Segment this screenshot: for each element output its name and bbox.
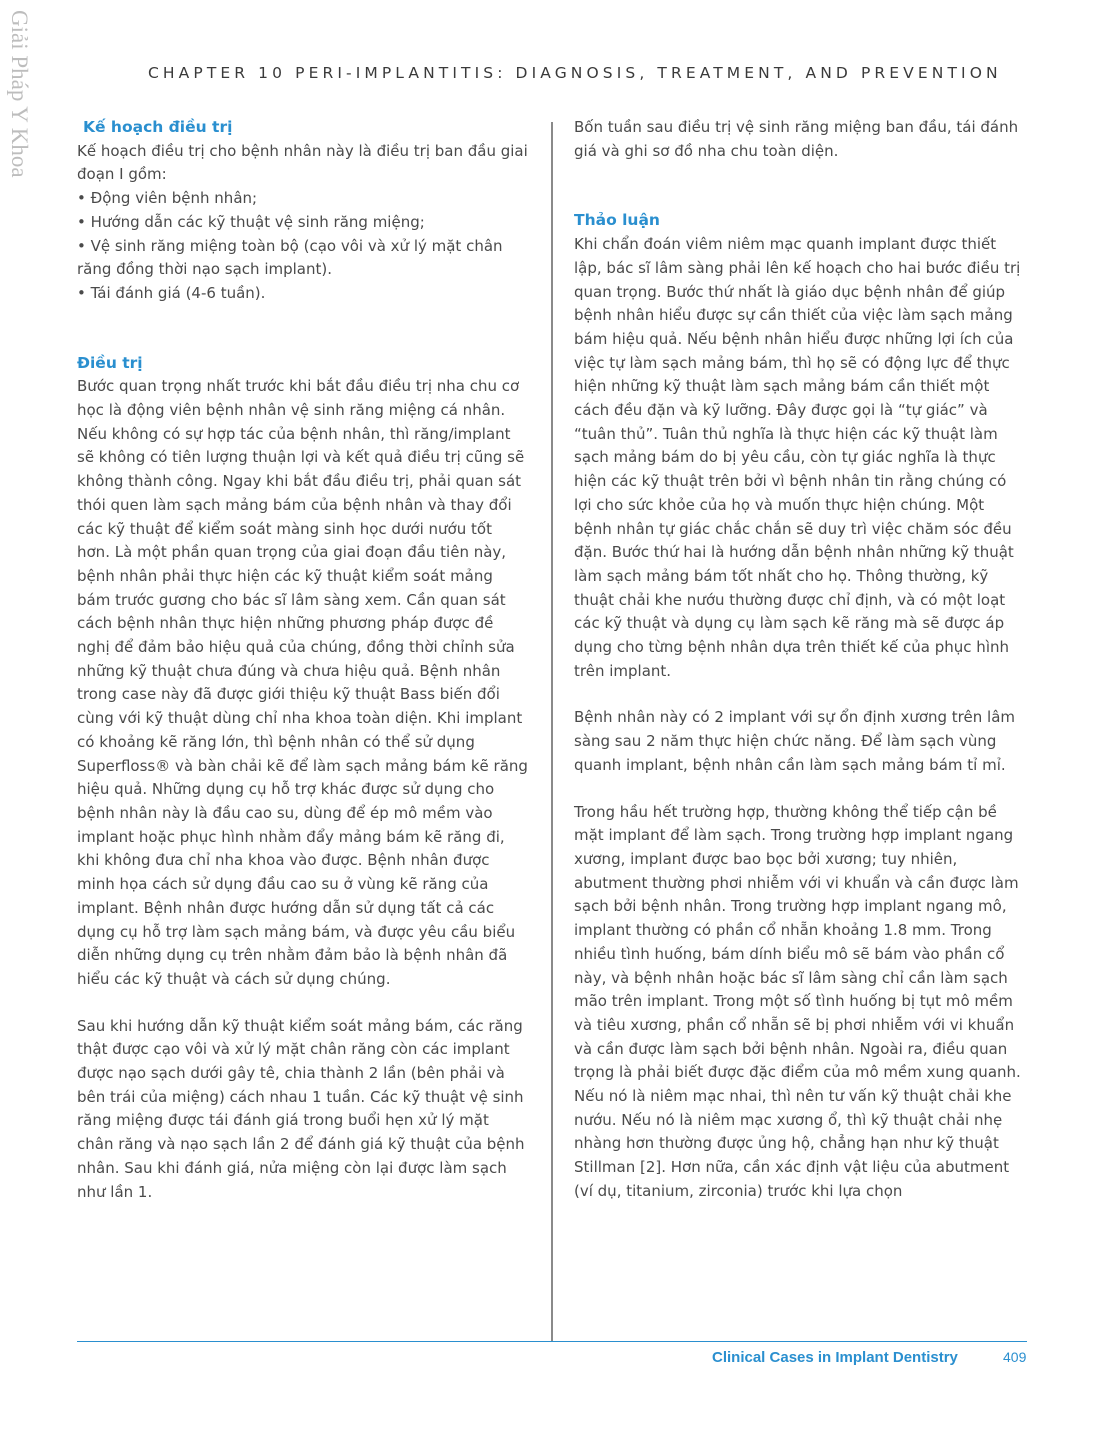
running-header: CHAPTER 10 PERI-IMPLANTITIS: DIAGNOSIS, TREATMENT, AND PREVENTION [148,64,1002,82]
list-item: • Động viên bệnh nhân; [77,187,529,211]
list-item: • Tái đánh giá (4-6 tuần). [77,282,529,306]
treatment-paragraph-1: Bước quan trọng nhất trước khi bắt đầu điều trị nha chu cơ học là động viên bệnh nhân vệ sinh răng miệng cá nhân. Nếu không có sự hợp tác của bệnh nhân, thì răng/implant sẽ không có tiên lượng thuận lợi và kết quả điều trị cũng sẽ không thành công. Ngay khi bắt đầu điều trị, phải quan sát thói quen làm sạch mảng bám của bệnh nhân và thay đổi các kỹ thuật để kiểm soát màng sinh học dưới nướu tốt hơn. Là một phần quan trọng của giai đoạn đầu tiên này, bệnh nhân phải thực hiện các kỹ thuật kiểm soát mảng bám trước gương cho bác sĩ lâm sàng xem. Cần quan sát cách bệnh nhân thực hiện những phương pháp được đề nghị để đảm bảo hiệu quả của chúng, đồng thời chỉnh sửa những kỹ thuật chưa đúng và chưa hiệu quả. Bệnh nhân trong case này đã được giới thiệu kỹ thuật Bass biến đổi cùng với kỹ thuật dùng chỉ nha khoa toàn diện. Khi implant có khoảng kẽ răng lớn, thì bệnh nhân có thể sử dụng Superfloss® và bàn chải kẽ để làm sạch mảng bám kẽ răng hiệu quả. Những dụng cụ hỗ trợ khác được sử dụng cho bệnh nhân này là đầu cao su, dùng để ép mô mềm vào implant hoặc phục hình nhằm đẩy mảng bám kẽ răng đi, khi không đưa chỉ nha khoa vào được. Bệnh nhân được minh họa cách sử dụng đầu cao su ở vùng kẽ răng của implant. Bệnh nhân được hướng dẫn sử dụng tất cả các dụng cụ hỗ trợ làm sạch mảng bám, và được yêu cầu biểu diễn những dụng cụ trên nhằm đảm bảo là bệnh nhân đã hiểu các kỹ thuật và cách sử dụng chúng. [77,377,528,988]
left-column [77,116,529,1204]
reevaluation-paragraph: Bốn tuần sau điều trị vệ sinh răng miệng ban đầu, tái đánh giá và ghi sơ đồ nha chu toàn diện. [574,118,1019,160]
right-column [574,116,1026,1204]
discussion-paragraph-2: Bệnh nhân này có 2 implant với sự ổn định xương trên lâm sàng sau 2 năm thực hiện chức năng. Để làm sạch vùng quanh implant, bệnh nhân cần làm sạch mảng bám tỉ mỉ. [574,708,1015,774]
discussion-paragraph-3: Trong hầu hết trường hợp, thường không thể tiếp cận bề mặt implant để làm sạch. Trong trường hợp implant ngang xương, implant được bao bọc bởi xương; tuy nhiên, abutment thường phơi nhiễm với vi khuẩn và cần được làm sạch bởi bệnh nhân. Trong trường hợp implant ngang mô, implant thường có phần cổ nhẵn khoảng 1.8 mm. Trong nhiều tình huống, bám dính biểu mô sẽ bám vào phần cổ này, và bệnh nhân hoặc bác sĩ lâm sàng chỉ cần làm sạch mão trên implant. Trong một số tình huống bị tụt mô mềm và tiêu xương, phần cổ nhẵn sẽ bị phơi nhiễm với vi khuẩn và cần được làm sạch bởi bệnh nhân. Ngoài ra, điều quan trọng là phải biết được đặc điểm của mô mềm xung quanh. Nếu nó là niêm mạc nhai, thì nên tư vấn kỹ thuật chải khe nướu. Nếu nó là niêm mạc xương ổ, thì kỹ thuật chải nhẹ nhàng hơn thường được ủng hộ, chẳng hạn như kỹ thuật Stillman [2]. Hơn nữa, cần xác định vật liệu của abutment (ví dụ, titanium, zirconia) trước khi lựa chọn [574,802,1021,1200]
footer-book-title: Clinical Cases in Implant Dentistry [712,1349,958,1366]
watermark: Giải Pháp Y Khoa [7,10,32,178]
plan-intro: Kế hoạch điều trị cho bệnh nhân này là điều trị ban đầu giai đoạn I gồm: [77,141,528,184]
discussion-paragraph-1: Khi chẩn đoán viêm niêm mạc quanh implant được thiết lập, bác sĩ lâm sàng phải lên kế hoạch cho hai bước điều trị quan trọng. Bước thứ nhất là giáo dục bệnh nhân để giúp bệnh nhân hiểu được sự cần thiết của việc làm sạch mảng bám hiệu quả. Nếu bệnh nhân hiểu được những lợi ích của việc tự làm sạch mảng bám, thì họ sẽ có động lực để thực hiện những kỹ thuật làm sạch mảng bám cần thiết một cách đều đặn và kỹ lưỡng. Đây được gọi là “tự giác” và “tuân thủ”. Tuân thủ nghĩa là thực hiện các kỹ thuật làm sạch mảng bám do bị yêu cầu, còn tự giác nghĩa là thực hiện các kỹ thuật trên bởi vì bệnh nhân tin rằng chúng có lợi cho sức khỏe của họ và muốn thực hiện chúng. Một bệnh nhân tự giác chắc chắn sẽ duy trì việc chăm sóc đều đặn. Bước thứ hai là hướng dẫn bệnh nhân những kỹ thuật làm sạch mảng bám tốt nhất cho họ. Thông thường, kỹ thuật chải khe nướu thường được chỉ định, và có một loạt các kỹ thuật và dụng cụ làm sạch kẽ răng mà sẽ được áp dụng cho từng bệnh nhân dựa trên thiết kế của phục hình trên implant. [574,235,1021,680]
column-divider [551,122,553,1342]
discussion-heading: Thảo luận [574,211,660,230]
treatment-heading: Điều trị [77,353,143,372]
list-item: • Vệ sinh răng miệng toàn bộ (cạo vôi và xử lý mặt chân răng đồng thời nạo sạch implant). [77,235,529,282]
plan-list [77,187,529,306]
page-number: 409 [1003,1349,1027,1365]
plan-heading: Kế hoạch điều trị [83,118,233,136]
footer-rule [77,1341,1027,1342]
treatment-paragraph-2: Sau khi hướng dẫn kỹ thuật kiểm soát mảng bám, các răng thật được cạo vôi và xử lý mặt chân răng còn các implant được nạo sạch dưới gây tê, chia thành 2 lần (bên phải và bên trái của miệng) cách nhau 1 tuần. Các kỹ thuật vệ sinh răng miệng được tái đánh giá trong buổi hẹn xử lý mặt chân răng và nạo sạch lần 2 để đánh giá kỹ thuật của bệnh nhân. Sau khi đánh giá, nửa miệng còn lại được làm sạch như lần 1. [77,1016,525,1201]
list-item: • Hướng dẫn các kỹ thuật vệ sinh răng miệng; [77,211,529,235]
